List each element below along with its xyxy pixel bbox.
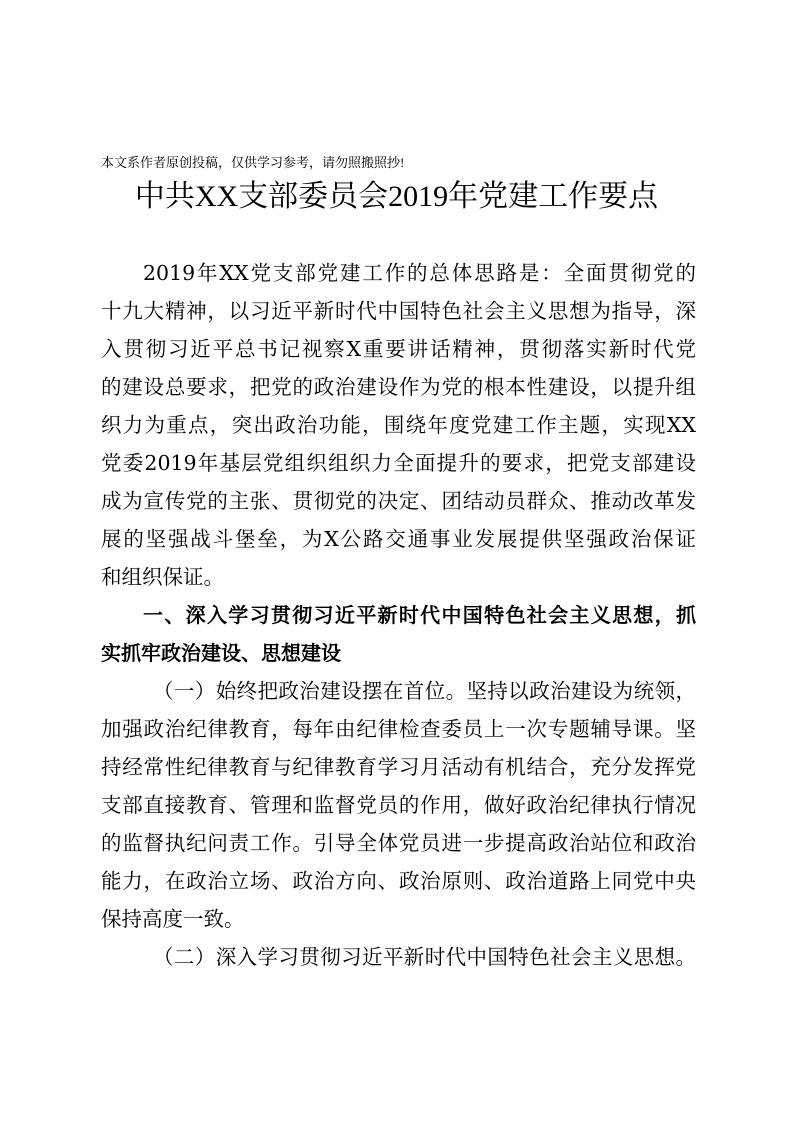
text-line: 入贯彻习近平总书记视察X重要讲话精神，贯彻落实新时代党 xyxy=(101,337,696,361)
heading-line: 实抓牢政治建设、思想建设 xyxy=(101,641,341,665)
document-title: 中共XX支部委员会2019年党建工作要点 xyxy=(134,180,659,213)
text-line: 和组织保证。 xyxy=(101,565,224,589)
text-line: 持经常性纪律教育与纪律教育学习月活动有机结合，充分发挥党 xyxy=(101,755,696,779)
text-line: 保持高度一致。 xyxy=(101,907,245,931)
text-line: （二）深入学习贯彻习近平新时代中国特色社会主义思想。 xyxy=(153,945,696,969)
text-line: 展的坚强战斗堡垒，为X公路交通事业发展提供坚强政治保证 xyxy=(101,527,696,551)
copyright-note: 本文系作者原创投稿，仅供学习参考，请勿照搬照抄! xyxy=(101,155,405,170)
subsection-paragraph-1 xyxy=(101,672,696,938)
text-line: 能力，在政治立场、政治方向、政治原则、政治道路上同党中央 xyxy=(101,869,696,893)
text-line: 的监督执纪问责工作。引导全体党员进一步提高政治站位和政治 xyxy=(101,831,696,855)
subsection-paragraph-2 xyxy=(101,938,696,976)
text-line: 十九大精神，以习近平新时代中国特色社会主义思想为指导，深 xyxy=(101,299,696,323)
text-line: 织力为重点，突出政治功能，围绕年度党建工作主题，实现XX xyxy=(101,413,696,437)
document-body xyxy=(101,254,696,976)
text-line: 的建设总要求，把党的政治建设作为党的根本性建设，以提升组 xyxy=(101,375,696,399)
text-line: 支部直接教育、管理和监督党员的作用，做好政治纪律执行情况 xyxy=(101,793,696,817)
intro-paragraph xyxy=(101,254,696,596)
text-line: （一）始终把政治建设摆在首位。坚持以政治建设为统领， xyxy=(153,679,696,703)
heading-line: 一、深入学习贯彻习近平新时代中国特色社会主义思想，抓 xyxy=(143,603,696,627)
text-line: 加强政治纪律教育，每年由纪律检查委员上一次专题辅导课。坚 xyxy=(101,717,696,741)
text-line: 党委2019年基层党组织组织力全面提升的要求，把党支部建设 xyxy=(101,451,696,475)
section-heading xyxy=(101,596,696,672)
text-line: 2019年XX党支部党建工作的总体思路是：全面贯彻党的 xyxy=(143,261,696,285)
text-line: 成为宣传党的主张、贯彻党的决定、团结动员群众、推动改革发 xyxy=(101,489,696,513)
